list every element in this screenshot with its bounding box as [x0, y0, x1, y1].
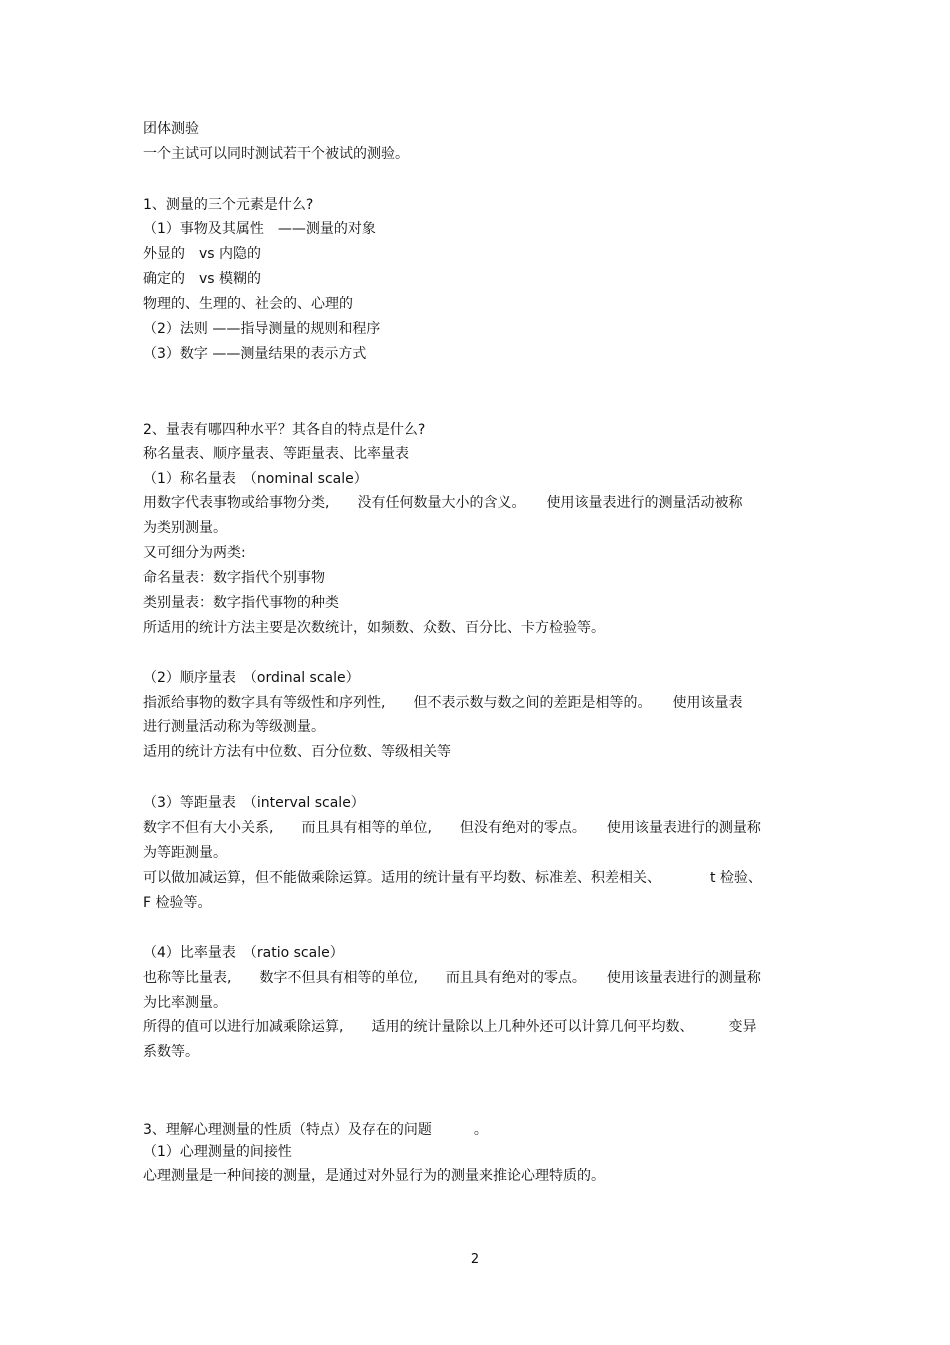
line-ordinal-body-2: 进行测量活动称为等级测量。 — [143, 719, 325, 735]
line-ratio-body-2: 为比率测量。 — [143, 995, 227, 1011]
line-ordinal-heading: （2）顺序量表 （ordinal scale） — [143, 670, 360, 686]
line-q1-item-1b: 确定的 vs 模糊的 — [143, 271, 262, 287]
line-q2-heading: 2、量表有哪四种水平？其各自的特点是什么? — [143, 422, 426, 438]
line-q1-item-1: （1）事物及其属性 ——测量的对象 — [143, 221, 376, 237]
line-nominal-body-2: 为类别测量。 — [143, 520, 227, 536]
line-interval-stats-2: F 检验等。 — [143, 895, 212, 911]
line-q1-item-1a: 外显的 vs 内隐的 — [143, 246, 262, 262]
line-q3-item-1: （1）心理测量的间接性 — [143, 1144, 292, 1160]
line-interval-heading: （3）等距量表 （interval scale） — [143, 795, 365, 811]
line-ratio-heading: （4）比率量表 （ratio scale） — [143, 945, 344, 961]
line-interval-body-2: 为等距测量。 — [143, 845, 227, 861]
line-nominal-stats: 所适用的统计方法主要是次数统计，如频数、众数、百分比、卡方检验等。 — [143, 620, 605, 636]
line-interval-body-1: 数字不但有大小关系, 而且具有相等的单位, 但没有绝对的零点。 使用该量表进行的测量称 — [143, 820, 761, 836]
line-q1-item-3: （3）数字 ——测量结果的表示方式 — [143, 346, 367, 362]
line-interval-stats-1: 可以做加减运算，但不能做乘除运算。适用的统计量有平均数、标准差、积差相关、 t 检验、 — [143, 870, 762, 886]
line-q3-heading: 3、理解心理测量的性质（特点）及存在的问题 。 — [143, 1122, 488, 1138]
line-nominal-subdivide: 又可细分为两类: — [143, 545, 246, 561]
line-ordinal-stats: 适用的统计方法有中位数、百分位数、等级相关等 — [143, 744, 451, 760]
line-group-test-definition: 一个主试可以同时测试若干个被试的测验。 — [143, 146, 409, 162]
line-q1-item-2: （2）法则 ——指导测量的规则和程序 — [143, 321, 381, 337]
line-q1-heading: 1、测量的三个元素是什么? — [143, 197, 314, 213]
line-q1-item-1c: 物理的、生理的、社会的、心理的 — [143, 296, 353, 312]
line-q3-item-1-body: 心理测量是一种间接的测量，是通过对外显行为的测量来推论心理特质的。 — [143, 1168, 605, 1184]
line-nominal-naming: 命名量表：数字指代个别事物 — [143, 570, 325, 586]
line-nominal-category: 类别量表：数字指代事物的种类 — [143, 595, 339, 611]
line-q2-summary: 称名量表、顺序量表、等距量表、比率量表 — [143, 446, 409, 462]
line-nominal-heading: （1）称名量表 （nominal scale） — [143, 471, 368, 487]
page-number: 2 — [470, 1252, 480, 1267]
line-ratio-stats-1: 所得的值可以进行加减乘除运算, 适用的统计量除以上几种外还可以计算几何平均数、 变异 — [143, 1019, 757, 1035]
line-group-test-title: 团体测验 — [143, 121, 199, 137]
line-ordinal-body-1: 指派给事物的数字具有等级性和序列性, 但不表示数与数之间的差距是相等的。 使用该量表 — [143, 695, 743, 711]
line-ratio-stats-2: 系数等。 — [143, 1044, 199, 1060]
line-ratio-body-1: 也称等比量表, 数字不但具有相等的单位, 而且具有绝对的零点。 使用该量表进行的测量称 — [143, 970, 761, 986]
line-nominal-body-1: 用数字代表事物或给事物分类, 没有任何数量大小的含义。 使用该量表进行的测量活动被称 — [143, 495, 743, 511]
